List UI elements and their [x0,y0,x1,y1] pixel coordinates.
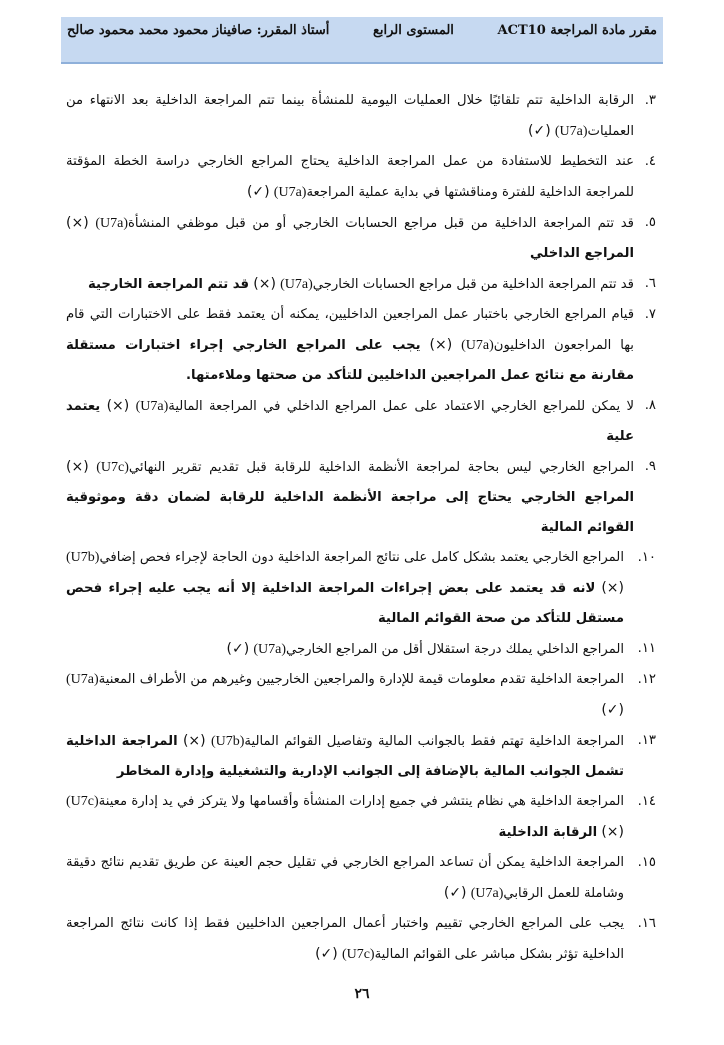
cross-mark-icon: (×) [66,459,89,475]
statement-text: المراجعة الداخلية يمكن أن تساعد المراجع الخارجي في تقليل حجم العينة عن طريق تقديم نتائج دقيقة وشاملة للعمل الرقابي [66,855,624,901]
question-number: ١٠. [637,550,656,565]
unit-reference: (U7c) [66,794,99,809]
unit-reference: (U7b) [66,550,100,565]
question-item [66,848,656,909]
unit-reference: (U7a) [95,216,128,231]
question-item [66,634,656,665]
question-text-block [66,86,634,147]
unit-reference: (U7a) [280,277,313,292]
statement-text: الرقابة الداخلية تتم تلقائيًا خلال العمليات اليومية للمنشأة بينما تتم المراجعة الداخلية بعد الانتهاء من العمليات [66,93,634,139]
cross-mark-icon: (×) [106,398,130,414]
unit-reference: (U7c) [96,460,129,475]
header-band [61,17,663,64]
question-item [66,452,656,543]
cross-mark-icon: (×) [601,580,624,596]
question-text-block [66,726,624,787]
question-item [66,208,656,269]
unit-reference: (U7a) [470,886,504,901]
question-item [66,86,656,147]
check-mark-icon: (✓) [226,641,250,657]
question-item [66,909,656,970]
question-number: ٤. [644,154,656,169]
question-number: ١١. [637,641,656,656]
question-text-block [66,269,634,300]
statement-text: لا يمكن للمراجع الخارجي الاعتماد على عمل المراجع الداخلي في المراجعة المالية [168,399,634,414]
question-item [66,300,656,391]
unit-reference: (U7a) [461,338,494,353]
question-text-block [66,848,624,909]
corrected-answer: المراجعة الداخلية تشمل الجوانب المالية بالإضافة إلى الجوانب الإدارية والتشغيلية وإدارة المخاطر [66,734,624,779]
question-item [66,543,656,634]
statement-text: المراجع الخارجي يعتمد بشكل كامل على نتائج المراجعة الداخلية دون الحاجة لإجراء فحص إضافي [99,550,624,565]
cross-mark-icon: (×) [182,733,206,749]
corrected-answer: يجب على المراجع الخارجي إجراء اختبارات مستقلة مقارنة مع نتائج عمل المراجعين الداخليين للتأكد من صحتها وملاءمتها. [66,338,634,383]
unit-reference: (U7b) [210,734,245,749]
question-number: ٨. [644,398,656,413]
corrected-answer: المراجع الخارجي يحتاج إلى مراجعة الأنظمة الداخلية للرقابة لضمان دقة وموثوقية القوائم المالية [66,490,634,535]
course-title: مقرر مادة المراجعة ACT10 [497,23,657,38]
check-mark-icon: (✓) [443,885,467,901]
cross-mark-icon: (×) [253,276,276,292]
question-number: ٩. [644,459,656,474]
statement-text: قد تتم المراجعة الداخلية من قبل مراجع الحسابات الخارجي أو من قبل موظفي المنشأة [128,216,634,231]
question-item [66,787,656,848]
question-text-block [66,634,624,665]
question-item [66,726,656,787]
question-item [66,269,656,300]
check-mark-icon: (✓) [601,702,624,718]
question-number: ٥. [644,215,656,230]
check-mark-icon: (✓) [315,946,338,962]
question-text-block [66,391,634,452]
page-number: ٢٦ [354,986,370,1002]
question-text-block [66,208,634,269]
check-mark-icon: (✓) [528,123,551,139]
question-number: ١٥. [637,855,656,870]
question-number: ١٤. [637,794,656,809]
question-text-block [66,543,624,634]
corrected-answer: لانه قد يعتمد على بعض إجراءات المراجعة الداخلية إلا أنه يجب عليه إجراء فحص مستقل للتأكد من صحة القوائم المالية [66,581,624,626]
question-number: ٧. [644,307,656,322]
question-text-block [66,909,624,970]
question-text-block [66,665,624,726]
question-number: ١٢. [637,672,656,687]
statement-text: المراجعة الداخلية تهتم فقط بالجوانب المالية وتفاصيل القوائم المالية [244,734,625,749]
statement-text: قد تتم المراجعة الداخلية من قبل مراجع الحسابات الخارجي [312,277,634,292]
corrected-answer: قد تتم المراجعة الخارجية [87,277,250,292]
cross-mark-icon: (×) [429,337,453,353]
question-number: ٣. [644,93,656,108]
statement-text: المراجعة الداخلية تقدم معلومات قيمة للإدارة والمراجعين الخارجيين وغيرهم من الأطراف المعنية [98,672,624,687]
question-text-block [66,452,634,543]
cross-mark-icon: (×) [66,215,89,231]
instructor-name: أستاذ المقرر: صافيناز محمود محمد محمود صالح [67,23,330,38]
question-text-block [66,147,634,208]
level-label: المستوى الرابع [372,23,454,38]
statement-text: عند التخطيط للاستفادة من عمل المراجعة الداخلية يحتاج المراجع الخارجي دراسة الخطة المؤقتة للمراجعة الداخلية للفترة ومناقشتها في بداية عملية المراجعة [66,154,634,200]
question-number: ١٦. [637,916,656,931]
statement-text: قيام المراجع الخارجي باختبار عمل المراجعين الداخليين، يمكنه أن يعتمد فقط على الاختبارات التي قام بها المراجعون الداخليون [66,307,634,353]
cross-mark-icon: (×) [601,824,624,840]
corrected-answer: الرقابة الداخلية [498,825,598,840]
question-item [66,391,656,452]
unit-reference: (U7a) [554,124,588,139]
statement-text: المراجعة الداخلية هي نظام ينتشر في جميع إدارات المنشأة وأقسامها ولا يتركز في يد إدارة معينة [98,794,624,809]
question-text-block [66,300,634,391]
statement-text: يجب على المراجع الخارجي تقييم واختبار أعمال المراجعين الداخليين فقط إذا كانت نتائج المراجعة الداخلية تؤثر بشكل مباشر على القوائم المالية [66,916,624,962]
unit-reference: (U7c) [341,947,375,962]
question-text-block [66,787,624,848]
corrected-answer: يعتمد علية [66,399,634,444]
question-number: ١٣. [637,733,656,748]
question-item [66,147,656,208]
question-list [66,86,656,970]
corrected-answer: المراجع الداخلي [530,246,634,261]
statement-text: المراجع الداخلي يملك درجة استقلال أقل من المراجع الخارجي [286,642,624,657]
unit-reference: (U7a) [66,672,99,687]
question-item [66,665,656,726]
statement-text: المراجع الخارجي ليس بحاجة لمراجعة الأنظمة الداخلية للرقابة قبل تقديم تقرير النهائي [128,460,634,475]
unit-reference: (U7a) [273,185,307,200]
header-line [61,23,663,38]
question-number: ٦. [644,276,656,291]
check-mark-icon: (✓) [246,184,270,200]
unit-reference: (U7a) [253,642,287,657]
unit-reference: (U7a) [135,399,169,414]
